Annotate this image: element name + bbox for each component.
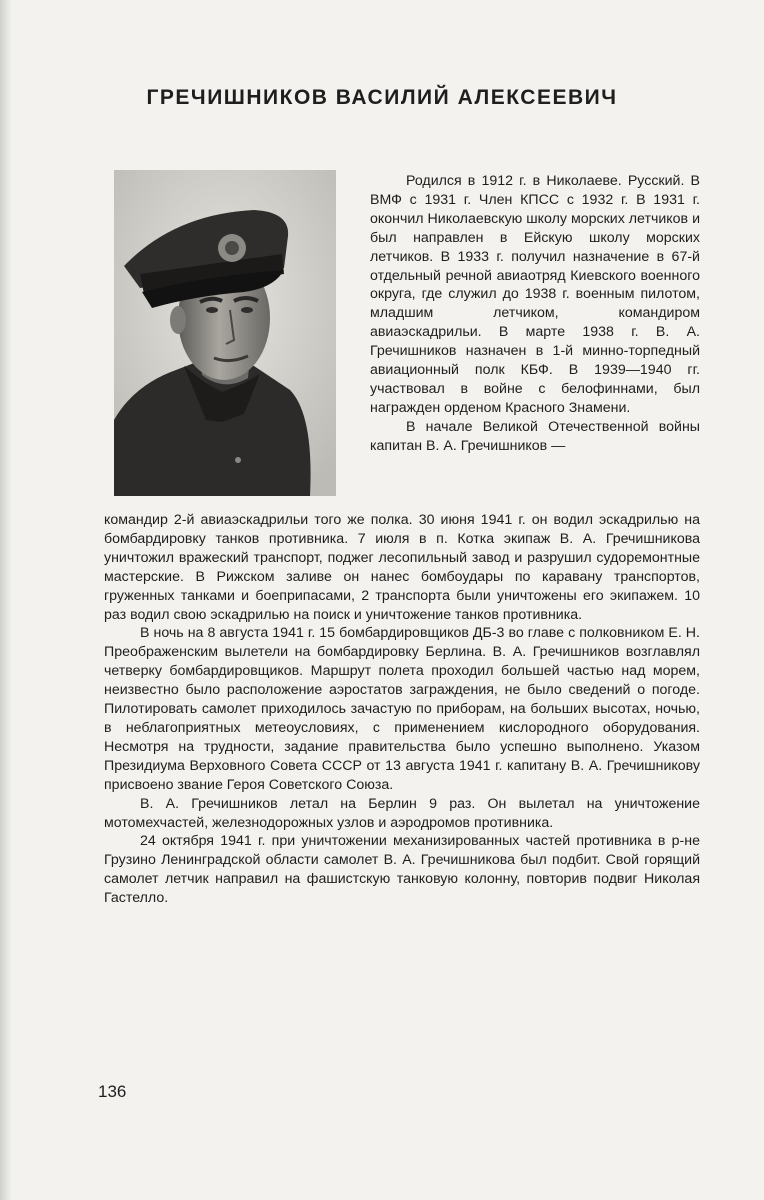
intro-text bbox=[370, 172, 700, 456]
paragraph-birth-and-early-career: Родился в 1912 г. в Николаеве. Русский. В ВМФ с 1931 г. Член КПСС с 1932 г. В 1931 г. окончил Николаевскую школу морских летчиков и был направлен в Ейскую школу морских летчиков. В 1933 г. получил назначение в 67-й отдельный речной авиаотряд Киевского военного округа, где служил до 1938 г. военным пилотом, младшим летчиком, командиром авиаэскадрильи. В марте 1938 г. В. А. Гречишников назначен в 1-й минно-торпедный авиационный полк КБФ. В 1939—1940 гг. участвовал в войне с белофиннами, был награжден орденом Красного Знамени. bbox=[370, 173, 700, 416]
paragraph-war-continued: командир 2-й авиаэскадрильи того же полка. 30 июня 1941 г. он водил эскадрилью на бомбардировку танков противника. 7 июля в п. Котка экипаж В. А. Гречишникова уничтожил вражеский транспорт, поджег лесопильный завод и разрушил судоремонтные мастерские. В Рижском заливе он нанес бомбоудары по каравану транспортов, груженных танками и боеприпасами, 2 транспорта были уничтожены его экипажем. 10 раз водил свою эскадрилью на поиск и уничтожение танков противника. bbox=[104, 512, 700, 623]
page-number: 136 bbox=[98, 1082, 127, 1101]
portrait-photo bbox=[114, 170, 336, 496]
paragraph-berlin-raid: В ночь на 8 августа 1941 г. 15 бомбардировщиков ДБ-3 во главе с полковником Е. Н. Преображенским вылетели на бомбардировку Берлина. В. А. Гречишников возглавлял четверку бомбардировщиков. Маршрут полета проходил большей частью над морем, неизвестно было расположение аэростатов заграждения, не было сведений о погоде. Пилотировать самолет приходилось зачастую по приборам, на больших высотах, ночью, в неблагоприятных метеоусловиях, с применением кислородного оборудования. Несмотря на трудности, задание правительства было успешно выполнено. Указом Президиума Верховного Совета СССР от 13 августа 1941 г. капитану В. А. Гречишникову присвоено звание Героя Советского Союза. bbox=[104, 625, 700, 793]
page-edge bbox=[0, 0, 12, 1200]
paragraph-death: 24 октября 1941 г. при уничтожении механизированных частей противника в р-не Грузино Ленинградской области самолет В. А. Гречишникова был подбит. Свой горящий самолет летчик направил на фашистскую танковую колонну, повторив подвиг Николая Гастелло. bbox=[104, 833, 700, 907]
paragraph-sorties: В. А. Гречишников летал на Берлин 9 раз. Он вылетал на уничтожение мотомехчастей, железнодорожных узлов и аэродромов противника. bbox=[104, 795, 700, 831]
paragraph-war-start: В начале Великой Отечественной войны капитан В. А. Гречишников — bbox=[370, 418, 700, 454]
page-title: ГРЕЧИШНИКОВ ВАСИЛИЙ АЛЕКСЕЕВИЧ bbox=[146, 86, 618, 109]
body-text bbox=[104, 511, 700, 908]
